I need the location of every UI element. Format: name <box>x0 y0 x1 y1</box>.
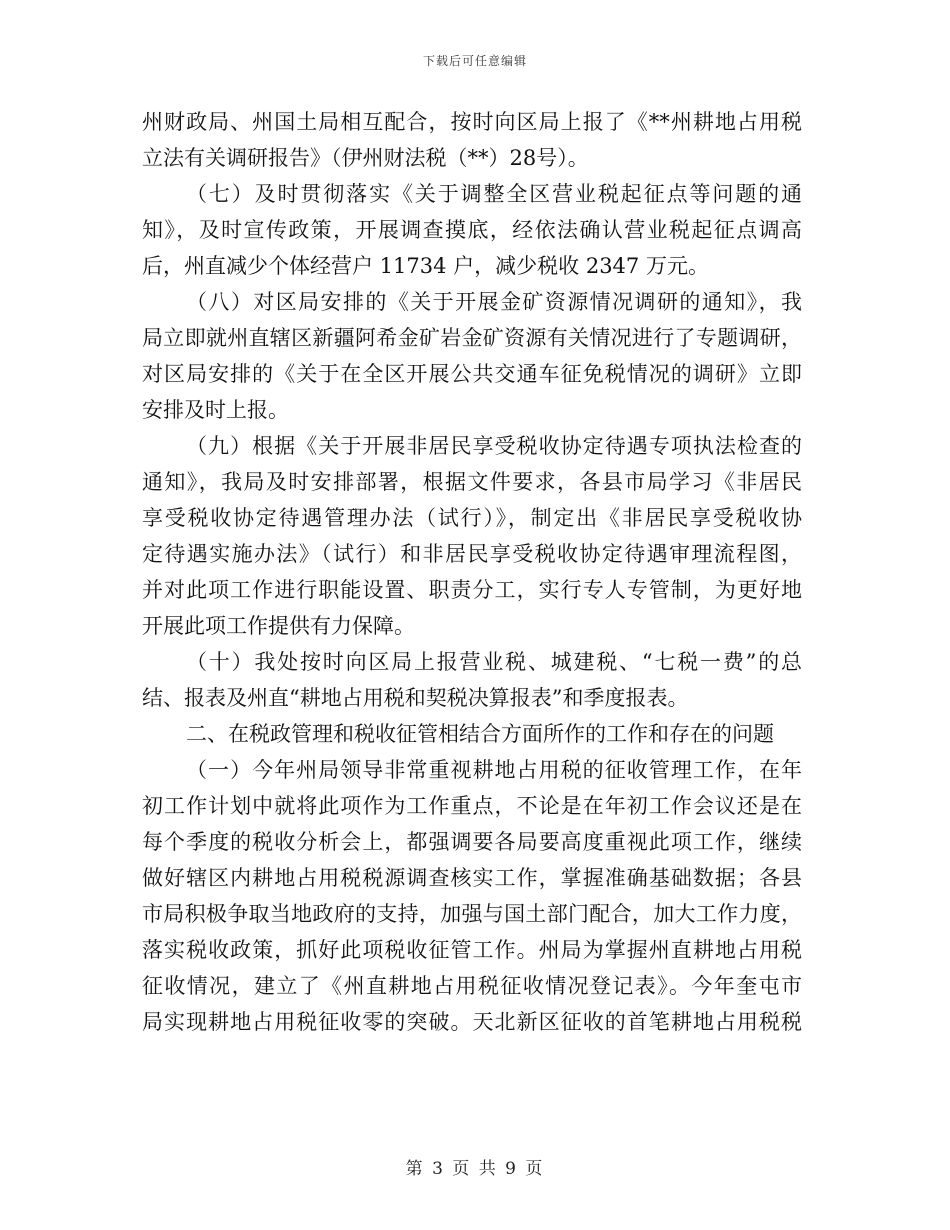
text-line: 享受税收协定待遇管理办法（试行）》，制定出《非居民享受税收协 <box>142 506 802 530</box>
text-line: 结、报表及州直“耕地占用税和契税决算报表”和季度报表。 <box>142 686 689 710</box>
text-line: 落实税收政策，抓好此项税收征管工作。州局为掌握州直耕地占用税 <box>142 938 802 962</box>
text-line: 州财政局、州国土局相互配合，按时向区局上报了《**州耕地占用税 <box>142 110 802 134</box>
text-line: 初工作计划中就将此项作为工作重点，不论是在年初工作会议还是在 <box>142 794 802 818</box>
text-line: （七）及时贯彻落实《关于调整全区营业税起征点等问题的通 <box>186 182 802 206</box>
text-line: （十）我处按时向区局上报营业税、城建税、“七税一费”的总 <box>186 650 802 674</box>
text-line: 并对此项工作进行职能设置、职责分工，实行专人专管制，为更好地 <box>142 578 802 602</box>
text-line: 二、在税政管理和税收征管相结合方面所作的工作和存在的问题 <box>186 722 774 746</box>
text-line: 征收情况，建立了《州直耕地占用税征收情况登记表》。今年奎屯市 <box>142 974 802 998</box>
text-line: 局立即就州直辖区新疆阿希金矿岩金矿资源有关情况进行了专题调研， <box>142 326 802 350</box>
text-line: 开展此项工作提供有力保障。 <box>142 614 415 638</box>
text-line: 局实现耕地占用税征收零的突破。天北新区征收的首笔耕地占用税税 <box>142 1010 802 1034</box>
text-line: 后，州直减少个体经营户 11734 户，减少税收 2347 万元。 <box>142 254 709 278</box>
page-footer: 第 3 页 共 9 页 <box>405 1159 545 1179</box>
text-line: 对区局安排的《关于在全区开展公共交通车征免税情况的调研》立即 <box>142 362 802 386</box>
text-line: （八）对区局安排的《关于开展金矿资源情况调研的通知》，我 <box>186 290 802 314</box>
text-line: 知》，及时宣传政策，开展调查摸底，经依法确认营业税起征点调高 <box>142 218 802 242</box>
text-line: 定待遇实施办法》（试行）和非居民享受税收协定待遇审理流程图， <box>142 542 802 566</box>
text-line: 每个季度的税收分析会上，都强调要各局要高度重视此项工作，继续 <box>142 830 802 854</box>
text-line: （一）今年州局领导非常重视耕地占用税的征收管理工作，在年 <box>186 758 802 782</box>
page-header: 下载后可任意编辑 <box>422 54 527 68</box>
text-line: 通知》，我局及时安排部署，根据文件要求，各县市局学习《非居民 <box>142 470 802 494</box>
text-line: 安排及时上报。 <box>142 398 289 422</box>
text-line: 立法有关调研报告》（伊州财法税（**）28号）。 <box>142 146 589 170</box>
text-line: 市局积极争取当地政府的支持，加强与国土部门配合，加大工作力度， <box>142 902 802 926</box>
document-body <box>142 104 802 1040</box>
text-line: 做好辖区内耕地占用税税源调查核实工作，掌握准确基础数据；各县 <box>142 866 802 890</box>
text-line: （九）根据《关于开展非居民享受税收协定待遇专项执法检查的 <box>186 434 802 458</box>
